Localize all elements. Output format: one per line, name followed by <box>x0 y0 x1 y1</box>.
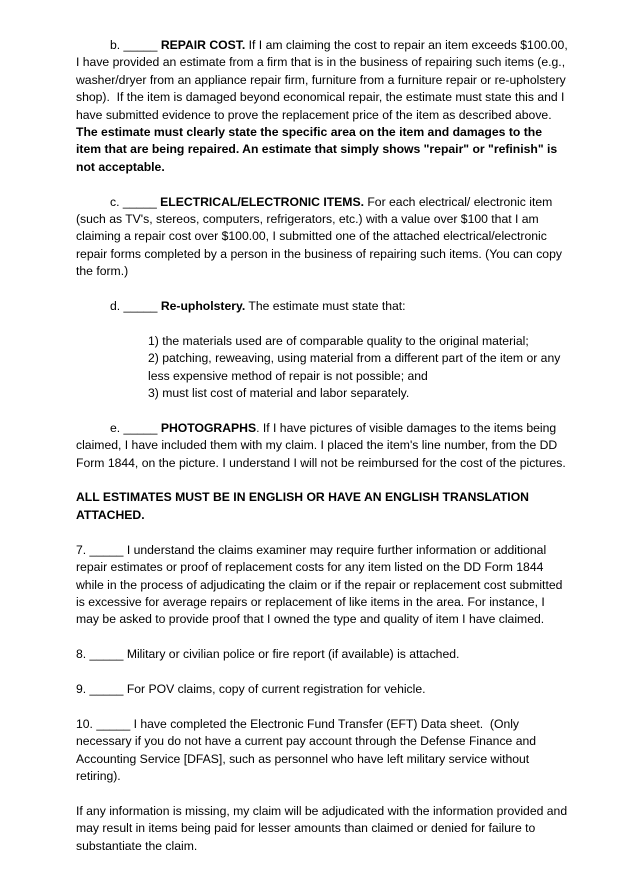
section-d-list-item: 3) must list cost of material and labor separately. <box>148 386 410 401</box>
section-b-text: If I am claiming the cost to repair an item exceeds $100.00, I have provided an estimate from a firm that is in the business of repairing such items (e.g., washer/dryer from an appliance repair firm, furniture from a furniture repair or re-upholstery shop). If the item is damaged beyond economical repair, the estimate must state this and I have submitted evidence to prove the replacement price of the item as described above. <box>76 38 572 122</box>
section-c-text: For each electrical/ electronic item (such as TV's, stereos, computers, refrigerators, etc.) with a value over $100 that I am claiming a repair cost over $100.00, I submitted one of the attached electrical/electronic repair forms completed by a person in the business of repairing such items. (You can copy the form.) <box>76 194 566 279</box>
closing-paragraph: If any information is missing, my claim will be adjudicated with the information provided and may result in items being paid for lesser amounts than claimed or denied for failure to substantiate the claim. <box>76 803 571 853</box>
section-b-repair-cost <box>76 37 572 176</box>
section-b-title: REPAIR COST. <box>160 38 246 52</box>
item-10: 10. _____ I have completed the Electronic Fund Transfer (EFT) Data sheet. (Only necessary if you do not have a current pay account through the Defense Finance and Accounting Service [DFAS], such as personnel who have left military service without retiring). <box>76 716 539 783</box>
section-b-prefix: b. _____ <box>110 38 161 52</box>
section-d-list-item: 2) patching, reweaving, using material from a different part of the item or any less expensive method of repair is not possible; and <box>148 351 561 383</box>
section-c-electrical <box>76 194 568 281</box>
section-b-bold-text: The estimate must clearly state the specific area on the item and damages to the item that are being repaired. An estimate that simply shows "repair" or "refinish" is not acceptable. <box>76 125 561 174</box>
section-d-reupholstery <box>76 298 568 315</box>
section-c-title: ELECTRICAL/ELECTRONIC ITEMS. <box>160 194 364 209</box>
section-c-prefix: c. _____ <box>110 194 161 209</box>
section-d-title: Re-upholstery. <box>160 299 246 314</box>
item-9: 9. _____ For POV claims, copy of current registration for vehicle. <box>76 681 426 696</box>
item-7: 7. _____ I understand the claims examiner may require further information or additional repair estimates or proof of replacement costs for any item listed on the DD Form 1844 while in the process of adjudicating the claim or if the repair or replacement cost submitted is excessive for average repairs or replacement of like items in the area. For instance, I may be asked to provide proof that I owned the type and quality of item I have claimed. <box>76 542 566 627</box>
section-e-photographs <box>76 420 568 472</box>
english-translation-notice: ALL ESTIMATES MUST BE IN ENGLISH OR HAVE AN ENGLISH TRANSLATION ATTACHED. <box>76 490 532 522</box>
section-d-list-item: 1) the materials used are of comparable quality to the original material; <box>148 333 529 348</box>
section-e-title: PHOTOGRAPHS <box>160 420 257 435</box>
document-page <box>76 37 572 872</box>
item-8: 8. _____ Military or civilian police or fire report (if available) is attached. <box>76 647 460 662</box>
section-d-list <box>148 333 568 403</box>
section-d-prefix: d. _____ <box>110 299 161 314</box>
section-e-prefix: e. _____ <box>110 420 161 435</box>
section-d-text: The estimate must state that: <box>245 299 406 314</box>
section-e-text: . If I have pictures of visible damages to the items being claimed, I have included them with my claim. I placed the item's line number, from the DD Form 1844, on the picture. I understand I will not be reimbursed for the cost of the pictures. <box>76 420 566 470</box>
